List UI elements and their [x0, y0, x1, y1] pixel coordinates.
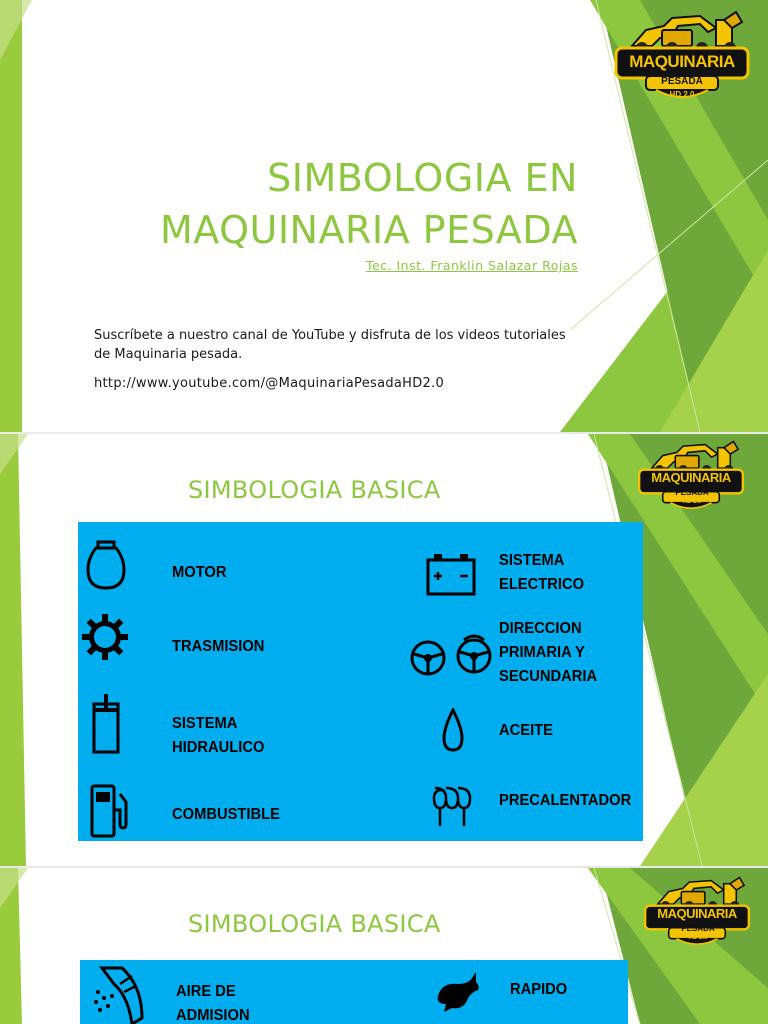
logo-text-3: HD 2.0 — [682, 499, 702, 505]
rabbit-icon — [432, 970, 482, 1014]
logo-text-3: HD 2.0 — [669, 90, 695, 99]
symbols-panel — [80, 960, 628, 1024]
fuel-pump-icon — [90, 780, 128, 838]
symbol-label-aceite: ACEITE — [499, 722, 553, 739]
symbol-label-rapido: RAPIDO — [510, 981, 568, 998]
symbol-label-direccion: DIRECCION PRIMARIA Y SECUNDARIA — [499, 620, 598, 685]
symbol-label-precalentador: PRECALENTADOR — [499, 792, 632, 809]
logo-text-2: PESADA — [681, 924, 715, 933]
air-intake-icon — [92, 966, 144, 1024]
logo-text-2: PESADA — [661, 76, 703, 87]
youtube-link[interactable]: http://www.youtube.com/@MaquinariaPesadaHD2.0 — [94, 376, 445, 391]
symbol-label-combustible: COMBUSTIBLE — [172, 806, 280, 823]
engine-icon — [86, 540, 126, 592]
symbol-label-trasmision: TRASMISION — [172, 638, 265, 655]
steering-wheel-icon — [408, 632, 494, 680]
oil-drop-icon — [440, 708, 466, 752]
hydraulic-cylinder-icon — [90, 694, 122, 754]
battery-icon — [426, 552, 476, 596]
slide-symbols-1 — [0, 434, 768, 866]
page-title: SIMBOLOGIA EN MAQUINARIA PESADA — [160, 156, 578, 252]
author-link[interactable]: Tec. Inst. Franklin Salazar Rojas — [365, 258, 578, 273]
logo-text-3: HD 2.0 — [688, 935, 708, 941]
slide-title — [0, 0, 768, 432]
symbol-label-aire: AIRE DE ADMISION — [176, 983, 250, 1024]
symbol-label-hidraulico: SISTEMA HIDRAULICO — [172, 715, 265, 756]
logo-text-2: PESADA — [675, 488, 709, 497]
heater-coil-icon — [432, 784, 472, 828]
slide-symbols-2 — [0, 868, 768, 1024]
logo-text-1: MAQUINARIA — [651, 470, 731, 485]
symbols-panel — [78, 522, 643, 841]
gear-icon — [82, 614, 128, 660]
symbol-label-motor: MOTOR — [172, 564, 227, 581]
section-title: SIMBOLOGIA BASICA — [188, 910, 441, 938]
symbol-label-electrico: SISTEMA ELECTRICO — [499, 552, 585, 593]
section-title: SIMBOLOGIA BASICA — [188, 476, 441, 504]
subscribe-text: Suscríbete a nuestro canal de YouTube y disfruta de los videos tutoriales de Maquinaria pesada. — [94, 328, 566, 362]
logo-text-1: MAQUINARIA — [657, 906, 737, 921]
logo-text-1: MAQUINARIA — [629, 52, 735, 71]
